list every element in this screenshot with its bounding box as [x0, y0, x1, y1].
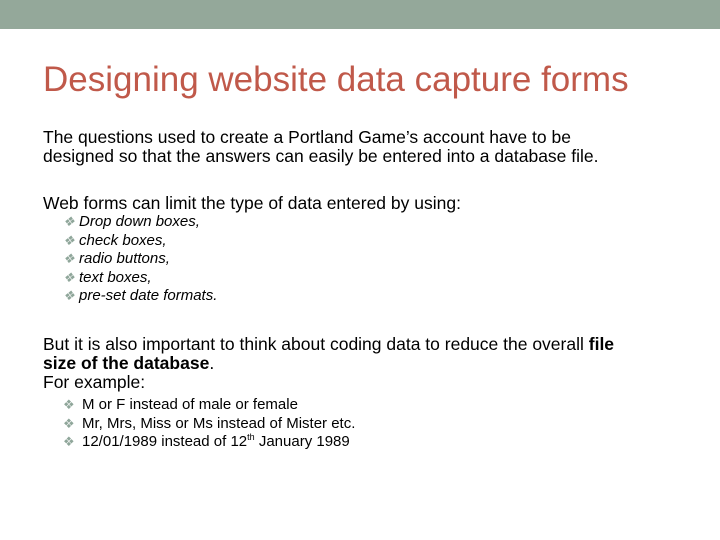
coding-paragraph: [43, 335, 614, 392]
list-item: ❖ pre-set date formats.: [63, 287, 218, 304]
list-item: ❖ check boxes,: [63, 231, 167, 249]
diamond-bullet-icon: ❖: [63, 214, 75, 229]
diamond-bullet-icon: ❖: [63, 288, 75, 303]
intro-line-1: The questions used to create a Portland Game’s account have to be: [43, 127, 571, 147]
diamond-bullet-icon: ❖: [63, 397, 75, 412]
list-item: ❖ radio buttons,: [63, 250, 170, 267]
list-item: ❖ 12/01/1989 instead of 12th January 1989: [63, 432, 350, 450]
intro-line-2: designed so that the answers can easily be entered into a database file.: [43, 146, 599, 166]
coding-line-2: size of the database.: [43, 353, 215, 373]
diamond-bullet-icon: ❖: [63, 232, 75, 248]
diamond-bullet-icon: ❖: [63, 434, 75, 449]
diamond-bullet-icon: ❖: [63, 251, 75, 266]
intro-paragraph: [43, 128, 599, 166]
list-item: ❖ text boxes,: [63, 268, 152, 286]
list-item: ❖ Mr, Mrs, Miss or Ms instead of Mister etc.: [63, 414, 356, 432]
coding-line-1: But it is also important to think about coding data to reduce the overall file: [43, 334, 615, 354]
form-controls-list: [63, 213, 217, 306]
top-accent-bar: [0, 0, 720, 29]
coding-examples-list: [63, 396, 355, 452]
list-item: ❖ M or F instead of male or female: [63, 396, 298, 413]
slide-title: Designing website data capture forms: [43, 60, 629, 99]
for-example-line: For example:: [43, 372, 146, 392]
web-forms-paragraph: Web forms can limit the type of data entered by using:: [43, 193, 461, 213]
diamond-bullet-icon: ❖: [63, 415, 75, 431]
list-item: ❖ Drop down boxes,: [63, 213, 200, 230]
diamond-bullet-icon: ❖: [63, 269, 75, 285]
